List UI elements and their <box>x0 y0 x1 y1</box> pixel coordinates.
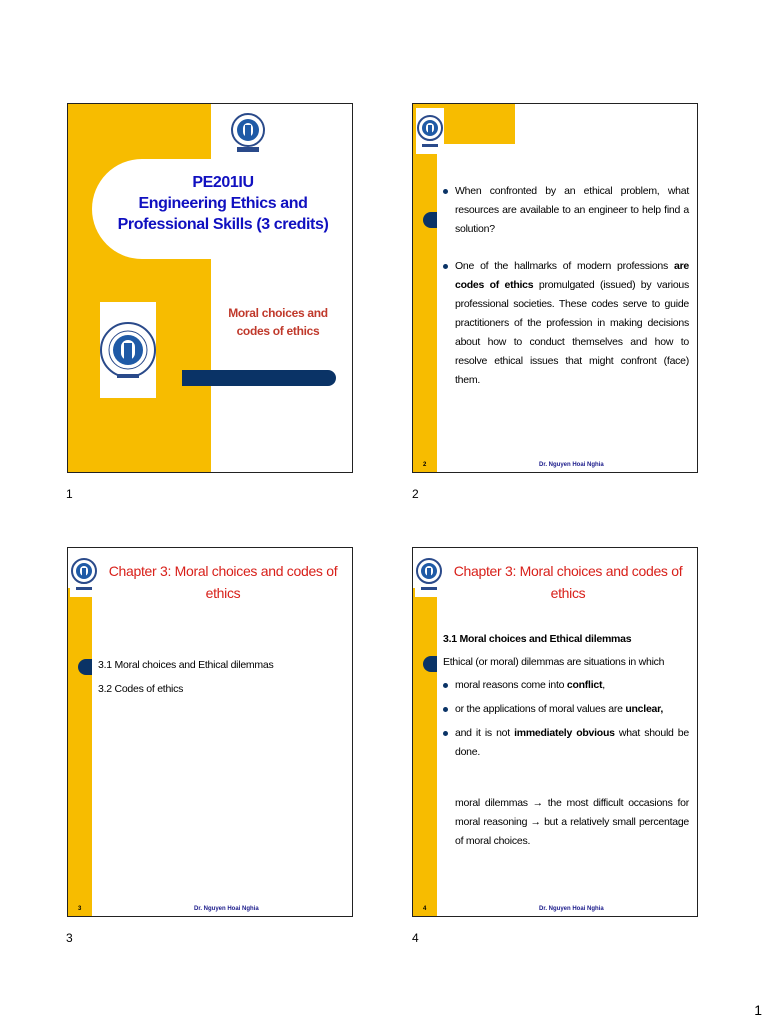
bullet-icon <box>443 683 448 688</box>
bullet-list <box>443 676 689 762</box>
footer-author: Dr. Nguyen Hoai Nghia <box>194 906 259 912</box>
footer-page-number: 3 <box>78 906 82 912</box>
toc-item: 3.1 Moral choices and Ethical dilemmas <box>98 659 274 671</box>
bullet-icon <box>443 189 448 194</box>
slide-number-label: 4 <box>412 931 419 945</box>
footer-author: Dr. Nguyen Hoai Nghia <box>539 906 604 912</box>
list-item: One of the hallmarks of modern professions are codes of ethics promulgated (issued) by various professional societies. These codes serve to guide practitioners of the profession in making decisions about how to conduct themselves and how to resolve ethical issues that might confront (face) them. <box>443 257 689 390</box>
course-code: PE201IU <box>192 174 254 191</box>
university-logo <box>415 551 443 602</box>
list-item: and it is not immediately obvious what should be done. <box>443 724 689 762</box>
university-logo <box>231 110 265 159</box>
university-logo <box>416 108 444 159</box>
university-logo <box>70 551 98 602</box>
slide-number-label: 1 <box>66 487 73 501</box>
list-item: or the applications of moral values are unclear, <box>443 700 689 719</box>
slide-4 <box>412 547 698 917</box>
note-text: moral dilemmas → the most difficult occasions for moral reasoning → but a relatively small percentage of moral choices. <box>455 797 689 847</box>
footer-page-number: 4 <box>423 906 427 912</box>
slide-subtitle: Moral choices and codes of ethics <box>228 306 328 338</box>
slide-1 <box>67 103 353 473</box>
chapter-title: Chapter 3: Moral choices and codes of ethics <box>453 563 683 601</box>
navy-bar <box>182 370 336 386</box>
navy-tab-marker <box>423 656 437 672</box>
slide-3 <box>67 547 353 917</box>
toc-item: 3.2 Codes of ethics <box>98 683 184 695</box>
list-item: moral reasons come into conflict, <box>443 676 689 695</box>
course-title-block <box>92 172 353 235</box>
navy-tab-marker <box>423 212 437 228</box>
bullet-icon <box>443 707 448 712</box>
list-item: When confronted by an ethical problem, what resources are available to an engineer to help find a solution? <box>443 182 689 239</box>
slide-number-label: 2 <box>412 487 419 501</box>
university-seal-logo <box>100 302 156 403</box>
footer-author: Dr. Nguyen Hoai Nghia <box>539 462 604 468</box>
chapter-title: Chapter 3: Moral choices and codes of ethics <box>108 563 338 601</box>
footer-page-number: 2 <box>423 462 427 468</box>
yellow-side-bar <box>413 588 437 917</box>
slide-2 <box>412 103 698 473</box>
bullet-icon <box>443 264 448 269</box>
slide-number-label: 3 <box>66 931 73 945</box>
section-heading: 3.1 Moral choices and Ethical dilemmas <box>443 633 632 645</box>
bullet-list <box>443 182 689 390</box>
course-title: Engineering Ethics and Professional Skills (3 credits) <box>117 195 329 233</box>
yellow-side-bar <box>68 588 92 917</box>
intro-text: Ethical (or moral) dilemmas are situations in which <box>443 656 665 668</box>
navy-tab-marker <box>78 659 92 675</box>
bullet-icon <box>443 731 448 736</box>
yellow-side-bar <box>413 144 437 473</box>
page-number: 1 <box>754 1002 762 1018</box>
